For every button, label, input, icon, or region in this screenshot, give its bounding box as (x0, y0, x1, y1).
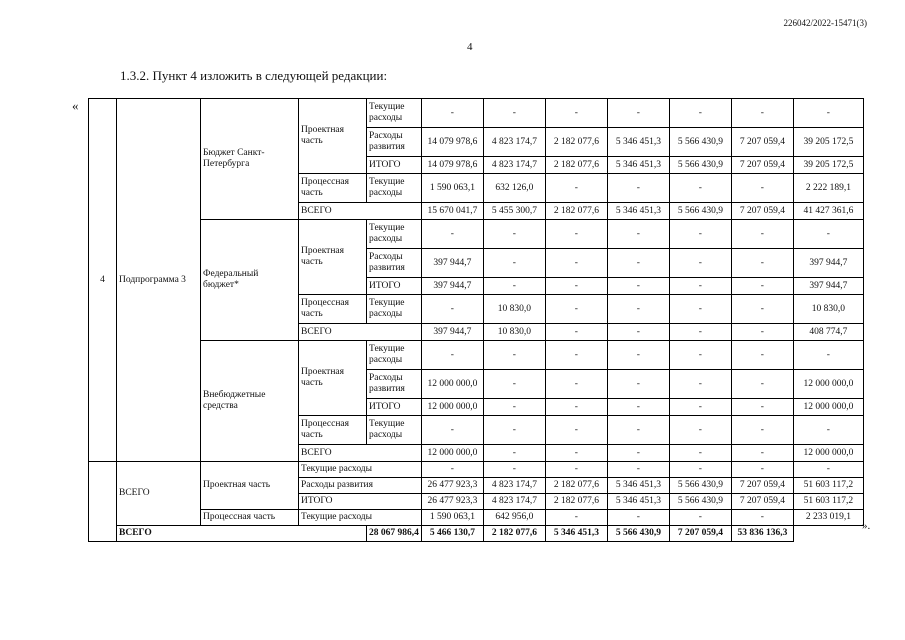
value-cell: - (545, 510, 607, 526)
itogo-label: ИТОГО (367, 399, 422, 416)
value-cell: - (731, 99, 793, 128)
process-part-label: Процессная часть (299, 295, 367, 324)
value-cell: 4 823 174,7 (483, 478, 545, 494)
value-cell: 4 823 174,7 (483, 157, 545, 174)
value-cell: - (669, 510, 731, 526)
value-cell: - (669, 399, 731, 416)
itogo-label: ИТОГО (299, 494, 422, 510)
value-cell: 5 346 451,3 (607, 157, 669, 174)
process-part-label: Процессная часть (299, 174, 367, 203)
value-cell: 2 182 077,6 (545, 494, 607, 510)
value-cell: 2 182 077,6 (545, 478, 607, 494)
project-part-label: Проектная часть (299, 220, 367, 295)
value-cell: 5 566 430,9 (607, 526, 669, 542)
value-cell: - (545, 99, 607, 128)
value-cell: 5 346 451,3 (607, 203, 669, 220)
value-cell: 14 079 978,6 (421, 157, 483, 174)
value-cell: 5 566 430,9 (669, 128, 731, 157)
row-number: 4 (89, 99, 117, 462)
value-cell: 39 205 172,5 (793, 157, 863, 174)
value-cell: - (421, 462, 483, 478)
value-cell: - (731, 445, 793, 462)
value-cell: 2 233 019,1 (793, 510, 863, 526)
value-cell: 51 603 117,2 (793, 494, 863, 510)
funding-source: Федеральный бюджет* (201, 220, 299, 341)
value-cell: - (483, 99, 545, 128)
value-cell: 5 346 451,3 (607, 494, 669, 510)
value-cell: - (421, 341, 483, 370)
project-part-label: Проектная часть (299, 341, 367, 416)
value-cell: 2 182 077,6 (545, 157, 607, 174)
value-cell: - (669, 220, 731, 249)
value-cell: - (793, 416, 863, 445)
expense-type-label: Текущие расходы (367, 174, 422, 203)
expense-type-label: Текущие расходы (367, 341, 422, 370)
footer-process-part-label: Процессная часть (201, 510, 299, 526)
value-cell: 397 944,7 (793, 278, 863, 295)
value-cell: - (731, 278, 793, 295)
value-cell: - (483, 249, 545, 278)
value-cell: - (483, 220, 545, 249)
value-cell: - (607, 295, 669, 324)
value-cell: - (669, 445, 731, 462)
value-cell: 5 566 430,9 (669, 203, 731, 220)
value-cell: - (421, 416, 483, 445)
value-cell: 12 000 000,0 (793, 445, 863, 462)
value-cell: - (483, 445, 545, 462)
value-cell: 10 830,0 (483, 324, 545, 341)
value-cell: - (607, 510, 669, 526)
expense-type-label: Текущие расходы (367, 99, 422, 128)
value-cell: - (731, 370, 793, 399)
value-cell: - (607, 99, 669, 128)
value-cell: - (731, 341, 793, 370)
opening-quote: « (72, 98, 79, 113)
value-cell: 2 182 077,6 (545, 128, 607, 157)
value-cell: 12 000 000,0 (421, 399, 483, 416)
value-cell: - (545, 295, 607, 324)
value-cell: 7 207 059,4 (731, 203, 793, 220)
closing-quote: ». (862, 520, 871, 532)
value-cell: 41 427 361,6 (793, 203, 863, 220)
value-cell: 26 477 923,3 (421, 478, 483, 494)
value-cell: 10 830,0 (483, 295, 545, 324)
value-cell: 5 566 430,9 (669, 494, 731, 510)
funding-source: Внебюджетные средства (201, 341, 299, 462)
value-cell: - (483, 416, 545, 445)
value-cell: - (731, 249, 793, 278)
value-cell: - (731, 295, 793, 324)
value-cell: - (669, 249, 731, 278)
financing-table (88, 98, 864, 542)
value-cell: - (607, 399, 669, 416)
value-cell: 12 000 000,0 (793, 399, 863, 416)
value-cell: - (545, 249, 607, 278)
value-cell: 53 836 136,3 (731, 526, 793, 542)
value-cell: 28 067 986,4 (367, 526, 422, 542)
value-cell: 397 944,7 (793, 249, 863, 278)
value-cell: - (607, 278, 669, 295)
expense-type-label: Текущие расходы (299, 462, 422, 478)
source-total-label: ВСЕГО (299, 445, 422, 462)
value-cell: - (545, 445, 607, 462)
value-cell: - (607, 462, 669, 478)
value-cell: 397 944,7 (421, 324, 483, 341)
value-cell: - (669, 174, 731, 203)
value-cell: 12 000 000,0 (421, 445, 483, 462)
value-cell: - (421, 220, 483, 249)
value-cell: 5 566 430,9 (669, 157, 731, 174)
project-part-label: Проектная часть (299, 99, 367, 174)
value-cell: - (607, 341, 669, 370)
source-total-label: ВСЕГО (299, 203, 422, 220)
expense-type-label: Расходы развития (367, 128, 422, 157)
value-cell: - (669, 370, 731, 399)
value-cell: - (483, 278, 545, 295)
value-cell: 5 466 130,7 (421, 526, 483, 542)
value-cell: - (483, 462, 545, 478)
value-cell: 5 346 451,3 (607, 128, 669, 157)
value-cell: 642 956,0 (483, 510, 545, 526)
value-cell: 1 590 063,1 (421, 510, 483, 526)
value-cell: - (731, 324, 793, 341)
value-cell: 7 207 059,4 (669, 526, 731, 542)
source-total-label: ВСЕГО (299, 324, 422, 341)
value-cell: - (669, 99, 731, 128)
expense-type-label: Расходы развития (367, 249, 422, 278)
value-cell: 397 944,7 (421, 249, 483, 278)
value-cell: 26 477 923,3 (421, 494, 483, 510)
value-cell: - (669, 341, 731, 370)
itogo-label: ИТОГО (367, 157, 422, 174)
value-cell: 7 207 059,4 (731, 478, 793, 494)
value-cell: - (669, 416, 731, 445)
value-cell: 632 126,0 (483, 174, 545, 203)
value-cell: 2 182 077,6 (545, 203, 607, 220)
value-cell: 2 182 077,6 (483, 526, 545, 542)
value-cell: 7 207 059,4 (731, 157, 793, 174)
value-cell: - (545, 462, 607, 478)
value-cell: 5 346 451,3 (545, 526, 607, 542)
value-cell: - (483, 341, 545, 370)
value-cell: 4 823 174,7 (483, 128, 545, 157)
value-cell: 5 455 300,7 (483, 203, 545, 220)
value-cell: - (669, 324, 731, 341)
value-cell: 39 205 172,5 (793, 128, 863, 157)
footer-project-part-label: Проектная часть (201, 462, 299, 510)
value-cell: - (421, 295, 483, 324)
value-cell: 12 000 000,0 (421, 370, 483, 399)
page-number: 4 (467, 41, 473, 53)
value-cell: - (731, 174, 793, 203)
expense-type-label: Текущие расходы (367, 295, 422, 324)
expense-type-label: Текущие расходы (367, 220, 422, 249)
value-cell: - (483, 370, 545, 399)
value-cell: - (607, 220, 669, 249)
value-cell: - (731, 220, 793, 249)
expense-type-label: Текущие расходы (367, 416, 422, 445)
value-cell: - (545, 220, 607, 249)
value-cell: - (731, 462, 793, 478)
value-cell: - (669, 462, 731, 478)
value-cell: 5 346 451,3 (607, 478, 669, 494)
value-cell: - (793, 341, 863, 370)
funding-source: Бюджет Санкт-Петербурга (201, 99, 299, 220)
financing-table-wrapper (88, 98, 864, 542)
value-cell: - (793, 99, 863, 128)
value-cell: - (793, 462, 863, 478)
value-cell: 397 944,7 (421, 278, 483, 295)
value-cell: 12 000 000,0 (793, 370, 863, 399)
itogo-label: ИТОГО (367, 278, 422, 295)
value-cell: - (483, 399, 545, 416)
empty-cell (89, 462, 117, 542)
value-cell: 51 603 117,2 (793, 478, 863, 494)
value-cell: 7 207 059,4 (731, 128, 793, 157)
value-cell: - (669, 295, 731, 324)
value-cell: - (793, 220, 863, 249)
value-cell: - (607, 445, 669, 462)
value-cell: - (545, 174, 607, 203)
value-cell: 10 830,0 (793, 295, 863, 324)
value-cell: - (607, 174, 669, 203)
value-cell: 2 222 189,1 (793, 174, 863, 203)
value-cell: 4 823 174,7 (483, 494, 545, 510)
value-cell: 15 670 041,7 (421, 203, 483, 220)
expense-type-label: Расходы развития (367, 370, 422, 399)
document-number: 226042/2022-15471(3) (783, 18, 867, 28)
grand-total-row-label: ВСЕГО (117, 526, 367, 542)
value-cell: 14 079 978,6 (421, 128, 483, 157)
value-cell: 7 207 059,4 (731, 494, 793, 510)
value-cell: - (545, 399, 607, 416)
value-cell: - (607, 324, 669, 341)
value-cell: - (545, 278, 607, 295)
expense-type-label: Расходы развития (299, 478, 422, 494)
expense-type-label: Текущие расходы (299, 510, 422, 526)
value-cell: - (545, 370, 607, 399)
value-cell: - (545, 416, 607, 445)
value-cell: - (731, 416, 793, 445)
value-cell: - (731, 510, 793, 526)
value-cell: 408 774,7 (793, 324, 863, 341)
value-cell: 1 590 063,1 (421, 174, 483, 203)
process-part-label: Процессная часть (299, 416, 367, 445)
program-name: Подпрограмма 3 (117, 99, 201, 462)
instruction-text: 1.3.2. Пункт 4 изложить в следующей редакции: (120, 68, 388, 83)
value-cell: - (545, 341, 607, 370)
value-cell: - (669, 278, 731, 295)
value-cell: - (421, 99, 483, 128)
value-cell: - (607, 249, 669, 278)
grand-total-label: ВСЕГО (117, 462, 201, 526)
value-cell: - (545, 324, 607, 341)
value-cell: - (731, 399, 793, 416)
value-cell: - (607, 370, 669, 399)
value-cell: 5 566 430,9 (669, 478, 731, 494)
value-cell: - (607, 416, 669, 445)
